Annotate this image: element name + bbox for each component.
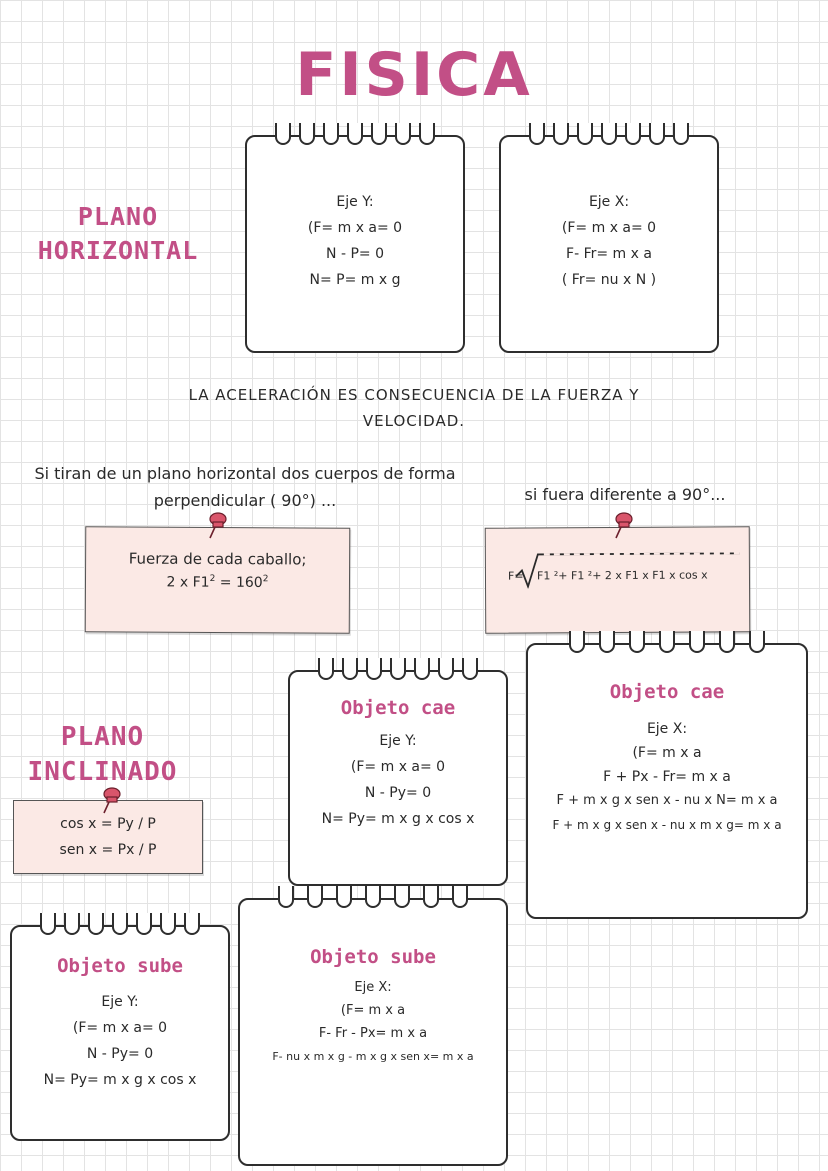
pushpin-icon [204,510,230,540]
different-angle-text: si fuera diferente a 90°... [524,485,726,504]
horses-text [15,460,475,514]
card-line: Eje X: [354,980,392,995]
note-line: cos x = Py / P [60,816,156,832]
formula-exponent: 2 [209,573,216,584]
pushpin-icon [610,510,636,540]
objeto-cae-eje-x-card [526,643,808,919]
card-line: Eje Y: [336,194,374,210]
formula-part: = 160 [219,574,263,591]
statement-line: LA ACELERACIÓN ES CONSECUENCIA DE LA FUERZA Y [188,386,640,404]
card-line: Eje X: [646,721,688,737]
horizontal-eje-x-card [499,135,719,353]
card-line: (F= m x a [632,745,702,761]
heading-line: INCLINADO [27,757,178,787]
card-line: F- nu x m x g - m x g x sen x= m x a [272,1050,474,1063]
spiral-rings [12,913,228,935]
card-line: F + Px - Fr= m x a [603,769,731,785]
objeto-sube-eje-y-card [10,925,230,1141]
card-line: (F= m x a= 0 [72,1020,168,1036]
spiral-rings [240,886,506,908]
card-line: N - Py= 0 [86,1046,154,1062]
pushpin-icon [98,785,124,815]
spiral-rings [528,631,806,653]
card-line: N= Py= m x g x cos x [43,1072,197,1088]
formula-exponent: 2 [262,574,269,585]
objeto-cae-eje-y-card [288,670,508,886]
card-line: (F= m x a= 0 [350,759,446,775]
card-line: F + m x g x sen x - nu x m x g= m x a [552,818,782,832]
card-line: Eje X: [588,194,630,210]
card-lines [501,189,717,293]
page-title: FISICA [295,40,533,110]
formula-prefix: F= [507,569,524,583]
different-note [485,526,751,633]
heading-line: PLANO [60,722,145,752]
card-line: N - Py= 0 [364,785,432,801]
formula-part: 2 x F1 [166,574,210,591]
horses-note [85,526,351,633]
card-line: (F= m x a= 0 [307,220,403,236]
card-line: N= Py= m x g x cos x [321,811,475,827]
horses-formula [86,573,349,591]
card-line: (F= m x a [340,1003,406,1018]
note-line: sen x = Px / P [59,842,157,858]
card-line: F- Fr - Px= m x a [318,1026,428,1041]
card-line: F + m x g x sen x - nu x N= m x a [556,793,778,808]
card-title: Objeto cae [609,681,725,703]
card-lines [528,717,806,837]
text-line: Si tiran de un plano horizontal dos cuerpos de forma [34,464,456,483]
card-line: F- Fr= m x a [566,246,652,262]
card-lines [240,976,506,1068]
heading-line: PLANO [77,202,159,231]
card-line: (F= m x a= 0 [561,220,657,236]
card-title: Objeto sube [57,955,183,977]
different-formula [508,569,708,583]
text-line: perpendicular ( 90°) ... [153,491,337,510]
card-line: Eje Y: [379,733,417,749]
horizontal-eje-y-card [245,135,465,353]
heading-line: HORIZONTAL [37,236,199,265]
card-lines [247,189,463,293]
plano-horizontal-heading [18,200,218,268]
card-line: ( Fr= nu x N ) [561,272,657,288]
card-title: Objeto sube [310,946,436,968]
card-title: Objeto cae [340,697,456,719]
spiral-rings [247,123,463,145]
spiral-rings [290,658,506,680]
note-title: Fuerza de cada caballo; [128,549,307,569]
card-line: N= P= m x g [309,272,401,288]
spiral-rings [501,123,717,145]
card-line: N - P= 0 [326,246,384,262]
card-lines [12,989,228,1093]
statement-line: VELOCIDAD. [362,412,466,430]
formula-body: F1 ²+ F1 ²+ 2 x F1 x F1 x cos x [536,568,708,583]
card-line: Eje Y: [101,994,139,1010]
card-lines [290,728,506,832]
statement [0,382,828,434]
objeto-sube-eje-x-card [238,898,508,1166]
plano-inclinado-heading [15,720,190,790]
